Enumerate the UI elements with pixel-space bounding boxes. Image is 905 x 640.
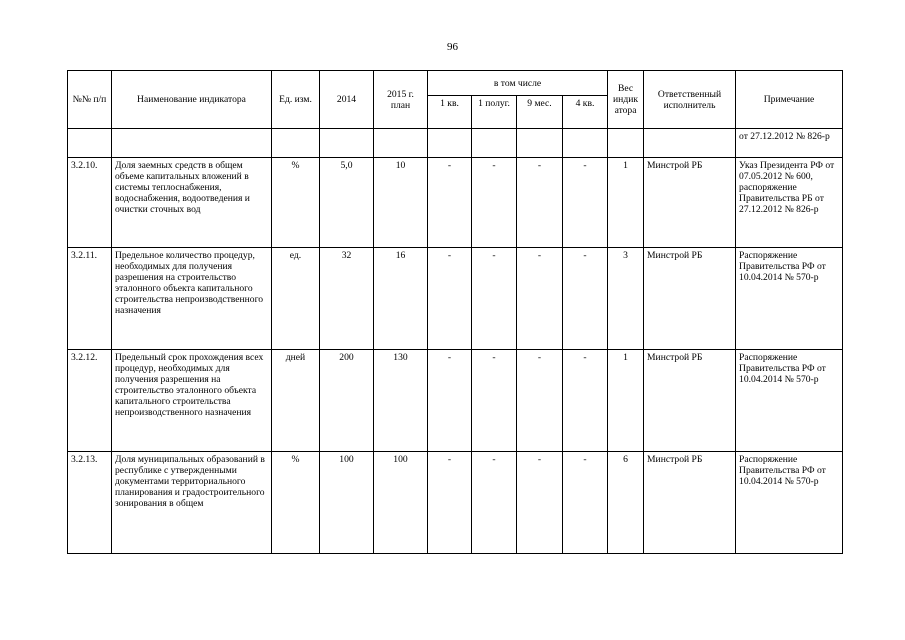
header-num: №№ п/п	[68, 71, 112, 129]
cell-h1: -	[472, 452, 517, 554]
table-header-row	[68, 71, 843, 96]
cell-2014	[320, 129, 374, 158]
cell-h1: -	[472, 350, 517, 452]
cell-2015: 130	[374, 350, 428, 452]
cell-note: Указ Президента РФ от 07.05.2012 № 600, распоряжение Правительства РБ от 27.12.2012 № 826-р	[736, 158, 843, 248]
cell-q4: -	[563, 248, 608, 350]
header-weight: Вес индик атора	[608, 71, 644, 129]
cell-responsible: Минстрой РБ	[644, 452, 736, 554]
cell-9m: -	[517, 158, 563, 248]
cell-weight: 1	[608, 350, 644, 452]
cell-name: Доля заемных средств в общем объеме капитальных вложений в системы теплоснабжения, водоснабжения, водоотведения и очистки сточных вод	[112, 158, 272, 248]
header-h1: 1 полуг.	[472, 96, 517, 129]
header-q1: 1 кв.	[428, 96, 472, 129]
cell-responsible: Минстрой РБ	[644, 248, 736, 350]
cell-q1: -	[428, 248, 472, 350]
cell-unit: %	[272, 158, 320, 248]
indicators-table	[67, 70, 843, 554]
cell-num: 3.2.12.	[68, 350, 112, 452]
header-responsible: Ответственный исполнитель	[644, 71, 736, 129]
table-row	[68, 158, 843, 248]
cell-note: Распоряжение Правительства РФ от 10.04.2014 № 570-р	[736, 452, 843, 554]
header-q4: 4 кв.	[563, 96, 608, 129]
header-2014: 2014	[320, 71, 374, 129]
cell-2015: 16	[374, 248, 428, 350]
cell-9m: -	[517, 452, 563, 554]
cell-name: Предельный срок прохождения всех процедур, необходимых для получения разрешения на строительство эталонного объекта капитального строительства непроизводственного назначения	[112, 350, 272, 452]
header-including: в том числе	[428, 71, 608, 96]
cell-q4	[563, 129, 608, 158]
cell-unit: дней	[272, 350, 320, 452]
cell-2014: 100	[320, 452, 374, 554]
cell-q4: -	[563, 350, 608, 452]
cell-h1: -	[472, 248, 517, 350]
cell-responsible	[644, 129, 736, 158]
cell-2015: 100	[374, 452, 428, 554]
header-9m: 9 мес.	[517, 96, 563, 129]
cell-q1: -	[428, 452, 472, 554]
cell-num	[68, 129, 112, 158]
cell-weight	[608, 129, 644, 158]
cell-q1	[428, 129, 472, 158]
cell-name: Предельное количество процедур, необходимых для получения разрешения на строительство эталонного объекта капитального строительства непроизводственного назначения	[112, 248, 272, 350]
cell-2015: 10	[374, 158, 428, 248]
cell-weight: 6	[608, 452, 644, 554]
cell-responsible: Минстрой РБ	[644, 350, 736, 452]
cell-name: Доля муниципальных образований в республике с утвержденными документами территориального планирования и градостроительного зонирования в общем	[112, 452, 272, 554]
cell-note: от 27.12.2012 № 826-р	[736, 129, 843, 158]
header-unit: Ед. изм.	[272, 71, 320, 129]
cell-unit: %	[272, 452, 320, 554]
cell-note: Распоряжение Правительства РФ от 10.04.2014 № 570-р	[736, 248, 843, 350]
cell-unit	[272, 129, 320, 158]
cell-weight: 3	[608, 248, 644, 350]
cell-9m: -	[517, 350, 563, 452]
table-row	[68, 350, 843, 452]
cell-responsible: Минстрой РБ	[644, 158, 736, 248]
page-number: 96	[447, 41, 458, 53]
cell-q4: -	[563, 158, 608, 248]
cell-weight: 1	[608, 158, 644, 248]
cell-h1	[472, 129, 517, 158]
cell-q4: -	[563, 452, 608, 554]
header-2015-plan: 2015 г. план	[374, 71, 428, 129]
cell-q1: -	[428, 158, 472, 248]
cell-name	[112, 129, 272, 158]
cell-q1: -	[428, 350, 472, 452]
table-row	[68, 452, 843, 554]
cell-note: Распоряжение Правительства РФ от 10.04.2014 № 570-р	[736, 350, 843, 452]
cell-unit: ед.	[272, 248, 320, 350]
cell-num: 3.2.13.	[68, 452, 112, 554]
table-row-continuation	[68, 129, 843, 158]
cell-2014: 5,0	[320, 158, 374, 248]
table-row	[68, 248, 843, 350]
header-name: Наименование индикатора	[112, 71, 272, 129]
cell-9m	[517, 129, 563, 158]
cell-2014: 200	[320, 350, 374, 452]
cell-2014: 32	[320, 248, 374, 350]
cell-num: 3.2.11.	[68, 248, 112, 350]
cell-9m: -	[517, 248, 563, 350]
cell-h1: -	[472, 158, 517, 248]
header-note: Примечание	[736, 71, 843, 129]
cell-2015	[374, 129, 428, 158]
cell-num: 3.2.10.	[68, 158, 112, 248]
